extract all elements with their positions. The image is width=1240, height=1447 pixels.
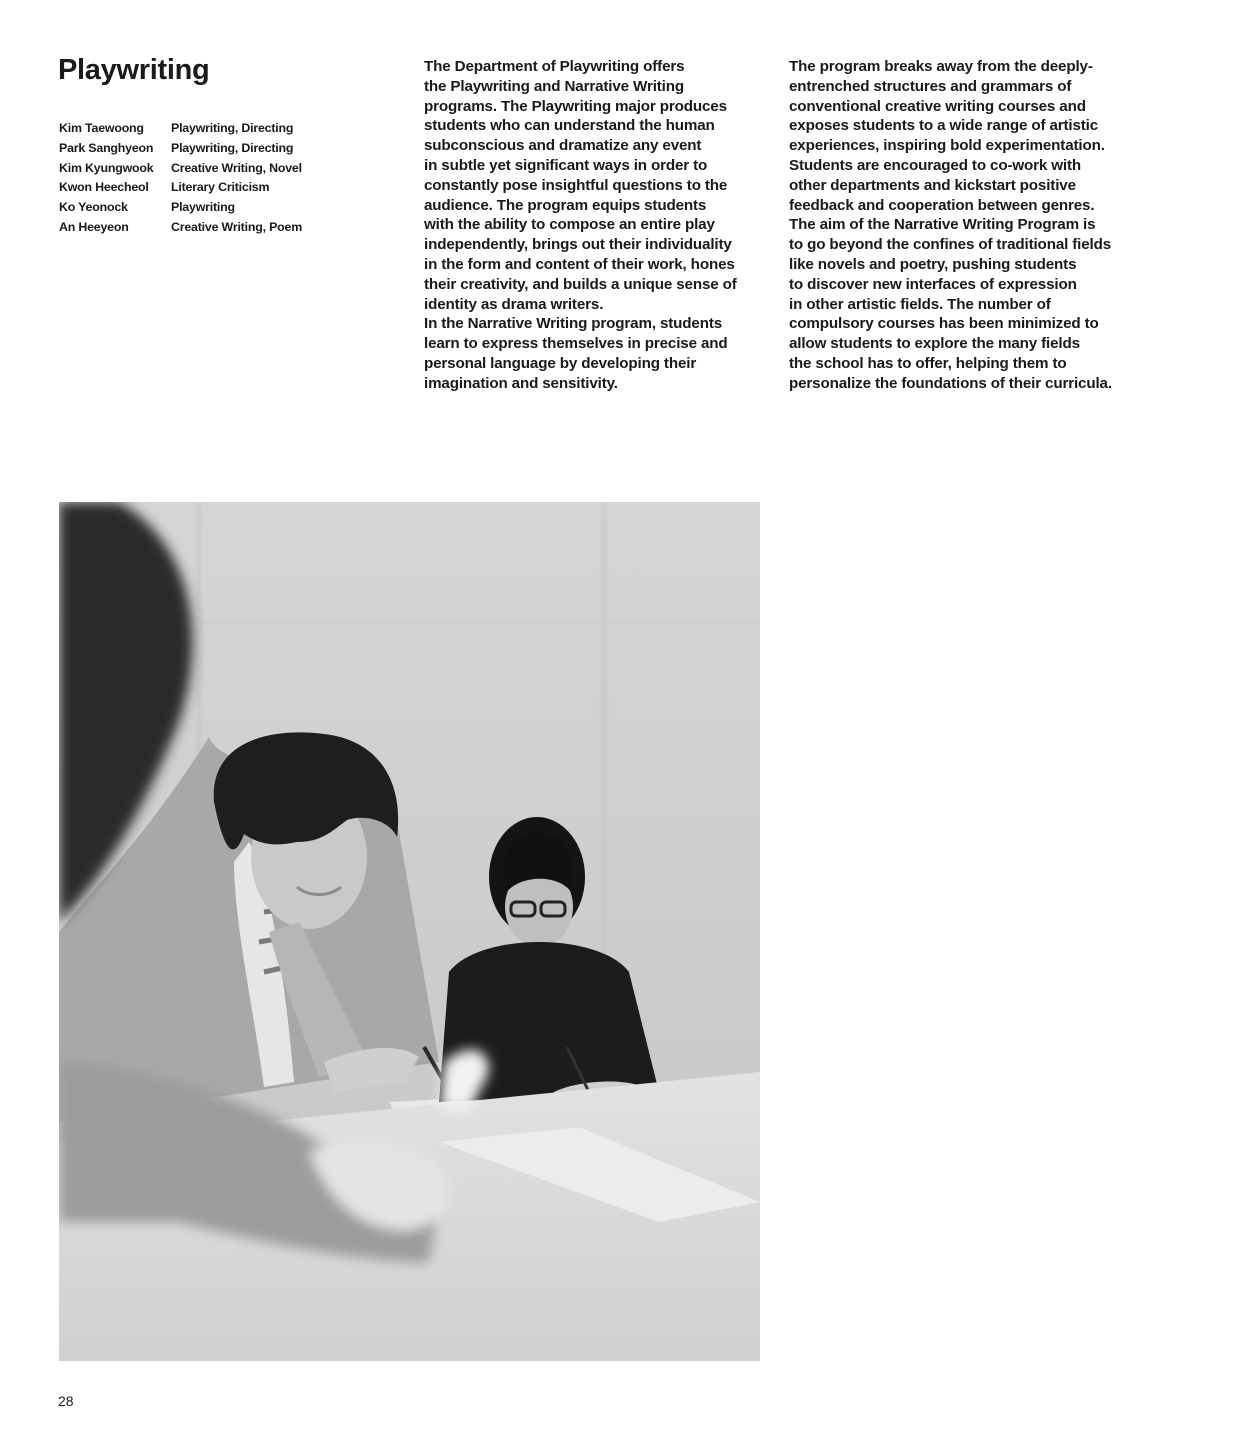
faculty-row	[59, 141, 389, 161]
faculty-field: Playwriting	[171, 200, 235, 215]
body-line: The program breaks away from the deeply-	[789, 58, 1093, 75]
body-line: in other artistic fields. The number of	[789, 295, 1051, 313]
faculty-field: Playwriting, Directing	[171, 140, 294, 155]
faculty-field: Playwriting, Directing	[171, 121, 294, 135]
body-line: like novels and poetry, pushing students	[789, 255, 1077, 273]
body-line: conventional creative writing courses and	[789, 97, 1086, 115]
faculty-row	[59, 220, 389, 240]
body-line: with the ability to compose an entire play	[424, 216, 715, 234]
body-line: independently, brings out their individuality	[424, 236, 732, 254]
body-line: in subtle yet significant ways in order to	[424, 156, 708, 174]
faculty-name: Kim Kyungwook	[59, 160, 154, 175]
body-line: feedback and cooperation between genres.	[789, 196, 1095, 214]
body-line: Students are encouraged to co-work with	[789, 156, 1082, 174]
faculty-name: An Heeyeon	[59, 219, 129, 234]
body-line: personalize the foundations of their curricula.	[789, 374, 1112, 392]
body-line: to go beyond the confines of traditional fields	[789, 236, 1112, 254]
body-line: imagination and sensitivity.	[424, 374, 618, 392]
faculty-row	[59, 121, 389, 141]
faculty-name: Kwon Heecheol	[59, 180, 149, 195]
faculty-field: Creative Writing, Novel	[171, 160, 302, 175]
body-line: entrenched structures and grammars of	[789, 77, 1072, 95]
body-line: compulsory courses has been minimized to	[789, 315, 1099, 333]
body-line: allow students to explore the many fields	[789, 335, 1080, 353]
body-line: the Playwriting and Narrative Writing	[424, 77, 685, 95]
page-number: 28	[58, 1393, 74, 1409]
body-line: programs. The Playwriting major produces	[424, 97, 727, 115]
body-column-2	[789, 57, 1139, 394]
body-line: in the form and content of their work, hones	[424, 255, 735, 273]
body-line: The aim of the Narrative Writing Program is	[789, 216, 1096, 234]
faculty-row	[59, 180, 389, 200]
body-line: students who can understand the human	[424, 117, 715, 135]
body-line: subconscious and dramatize any event	[424, 137, 702, 155]
faculty-name: Kim Taewoong	[59, 121, 144, 135]
body-line: other departments and kickstart positive	[789, 176, 1076, 194]
faculty-row	[59, 161, 389, 181]
body-line: learn to express themselves in precise and	[424, 335, 728, 353]
body-line: to discover new interfaces of expression	[789, 275, 1077, 293]
body-line: exposes students to a wide range of artistic	[789, 117, 1099, 135]
page-title: Playwriting	[58, 54, 210, 86]
faculty-field: Literary Criticism	[171, 180, 270, 195]
body-column-1	[424, 57, 764, 394]
faculty-row	[59, 200, 389, 220]
body-line: the school has to offer, helping them to	[789, 354, 1067, 372]
faculty-field: Creative Writing, Poem	[171, 219, 303, 234]
body-line: audience. The program equips students	[424, 196, 707, 214]
body-line: personal language by developing their	[424, 354, 697, 372]
body-line: In the Narrative Writing program, students	[424, 315, 723, 333]
classroom-photo-illustration	[59, 502, 760, 1361]
body-line: their creativity, and builds a unique sense of	[424, 275, 737, 293]
faculty-name: Park Sanghyeon	[59, 140, 154, 155]
faculty-name: Ko Yeonock	[59, 200, 128, 215]
classroom-photo	[59, 502, 760, 1361]
body-line: constantly pose insightful questions to the	[424, 176, 728, 194]
body-line: The Department of Playwriting offers	[424, 58, 685, 75]
body-line: identity as drama writers.	[424, 295, 604, 313]
faculty-list	[59, 121, 389, 240]
body-line: experiences, inspiring bold experimentation.	[789, 137, 1105, 155]
